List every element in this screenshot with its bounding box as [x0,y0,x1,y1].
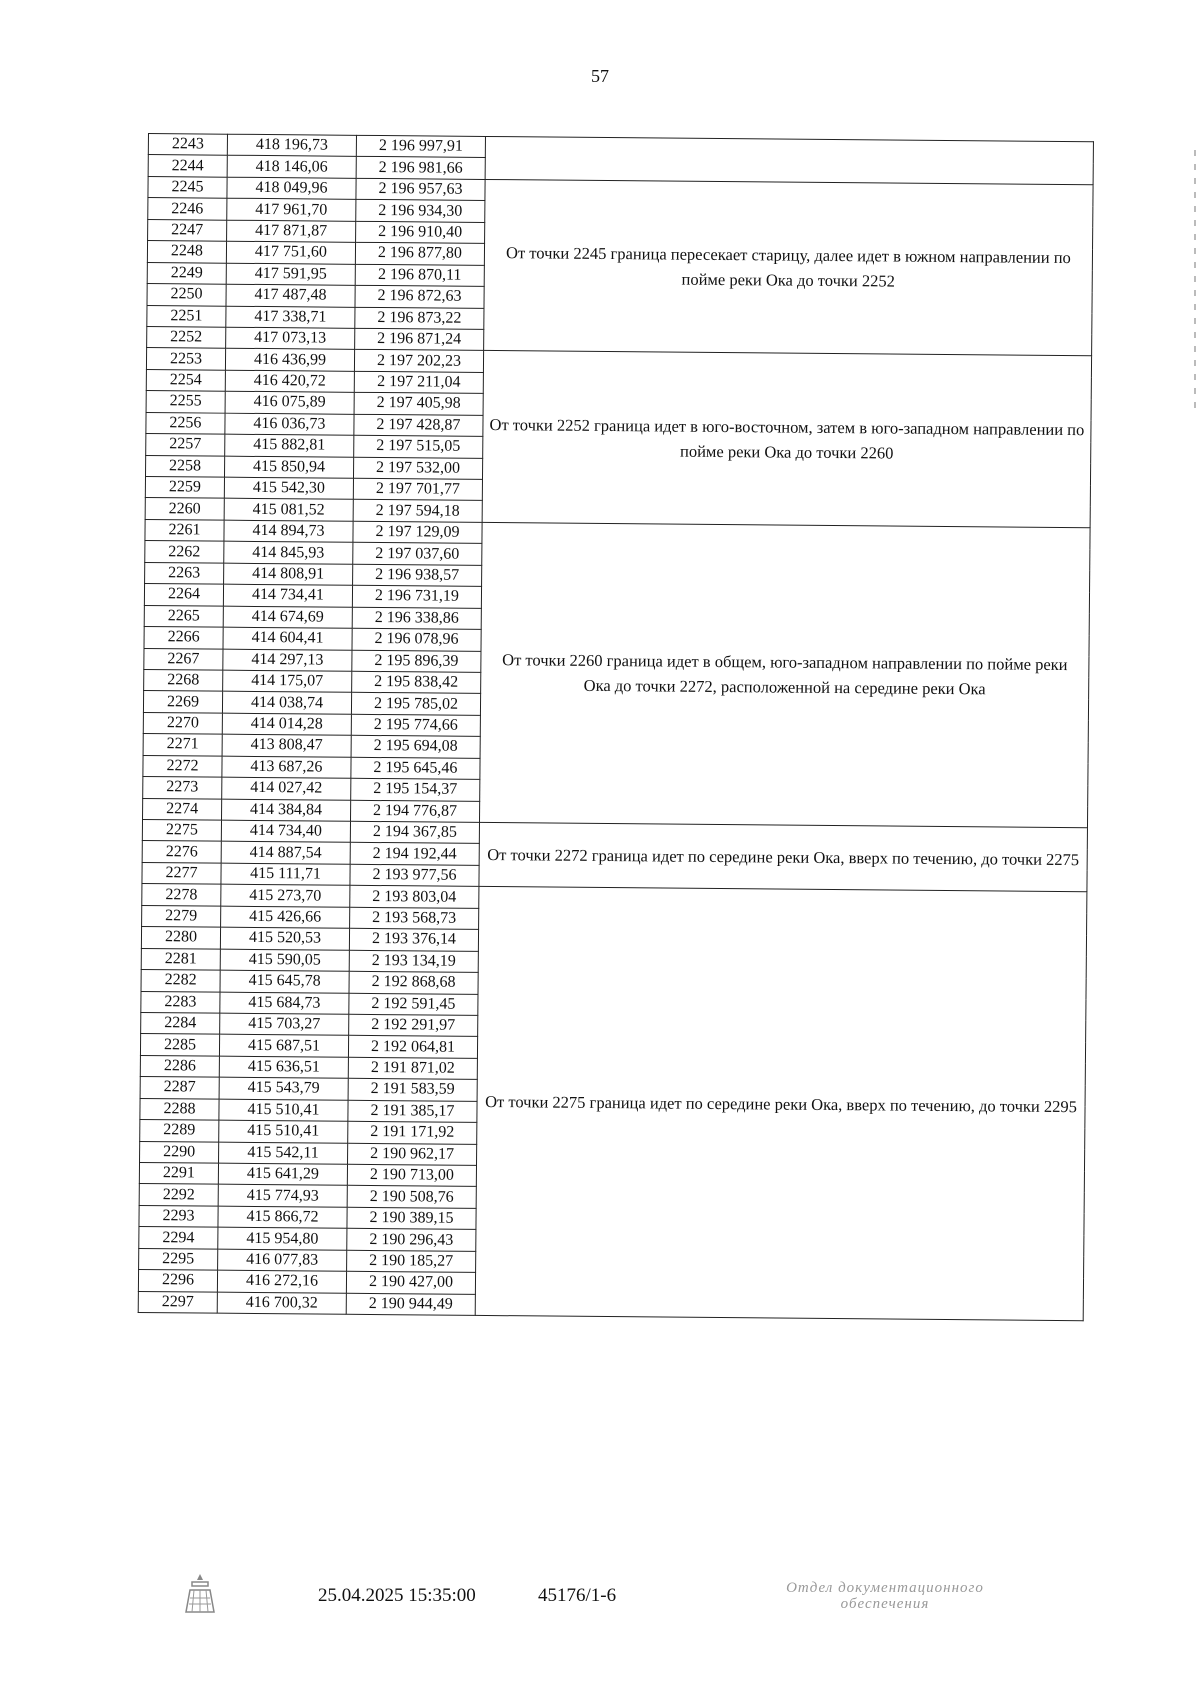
point-number: 2266 [144,627,223,649]
coord-x: 414 734,41 [223,584,352,607]
coord-y: 2 191 583,59 [348,1079,477,1102]
coord-y: 2 192 868,68 [349,971,478,994]
coord-x: 415 954,80 [218,1227,347,1250]
point-number: 2289 [140,1120,219,1142]
coord-x: 414 038,74 [222,692,351,715]
point-number: 2265 [144,605,223,627]
point-number: 2272 [143,755,222,777]
coord-x: 415 510,41 [219,1099,348,1122]
point-number: 2296 [138,1270,217,1292]
coord-x: 414 297,13 [223,649,352,672]
coord-y: 2 195 154,37 [351,778,480,801]
coord-x: 415 543,79 [219,1077,348,1100]
boundary-description: От точки 2252 граница идет в юго-восточном, затем в юго-западном направлении по пойме реки Ока до точки 2260 [482,351,1091,528]
coord-y: 2 197 037,60 [353,543,482,566]
coord-x: 416 420,72 [225,370,354,393]
coord-y: 2 190 296,43 [347,1229,476,1252]
point-number: 2269 [143,691,222,713]
point-number: 2247 [148,219,227,241]
point-number: 2258 [146,455,225,477]
point-number: 2283 [141,991,220,1013]
coord-x: 415 590,05 [220,949,349,972]
coord-y: 2 193 803,04 [350,886,479,909]
point-number: 2291 [139,1162,218,1184]
coord-y: 2 191 171,92 [348,1121,477,1144]
coord-x: 416 436,99 [225,349,354,372]
coord-x: 416 075,89 [225,391,354,414]
boundary-description: От точки 2275 граница идет по середине реки Ока, вверх по течению, до точки 2295 [475,887,1087,1321]
coord-x: 415 081,52 [224,499,353,522]
coord-y: 2 190 185,27 [347,1250,476,1273]
point-number: 2248 [147,241,226,263]
point-number: 2246 [148,198,227,220]
coord-y: 2 196 957,63 [356,178,485,201]
point-number: 2264 [144,584,223,606]
boundary-description [485,136,1093,184]
coord-x: 417 487,48 [226,284,355,307]
coord-y: 2 194 776,87 [351,800,480,823]
coord-y: 2 196 731,19 [352,585,481,608]
coord-x: 415 111,71 [221,863,350,886]
point-number: 2250 [147,284,226,306]
point-number: 2297 [138,1291,217,1313]
point-number: 2277 [142,862,221,884]
coord-y: 2 190 427,00 [346,1271,475,1294]
point-number: 2254 [146,369,225,391]
coord-y: 2 197 211,04 [354,371,483,394]
coord-y: 2 192 064,81 [348,1036,477,1059]
coord-y: 2 190 508,76 [347,1186,476,1209]
footer-datetime: 25.04.2025 15:35:00 [318,1585,476,1606]
coord-y: 2 195 645,46 [351,757,480,780]
coord-y: 2 197 405,98 [354,393,483,416]
coord-x: 417 961,70 [227,199,356,222]
coord-x: 415 684,73 [220,992,349,1015]
coord-y: 2 190 944,49 [346,1293,475,1316]
coord-y: 2 196 981,66 [356,157,485,180]
coord-y: 2 193 134,19 [349,950,478,973]
coord-x: 417 751,60 [226,241,355,264]
coord-y: 2 193 568,73 [350,907,479,930]
point-number: 2294 [139,1227,218,1249]
point-number: 2273 [143,777,222,799]
point-number: 2275 [142,819,221,841]
coord-y: 2 192 591,45 [349,993,478,1016]
coord-y: 2 195 774,66 [351,714,480,737]
coord-x: 415 882,81 [225,434,354,457]
point-number: 2267 [144,648,223,670]
coord-y: 2 190 962,17 [348,1143,477,1166]
coord-x: 417 073,13 [226,327,355,350]
point-number: 2252 [147,326,226,348]
coord-x: 418 049,96 [227,177,356,200]
point-number: 2249 [147,262,226,284]
coord-y: 2 195 694,08 [351,736,480,759]
scan-artifact [1194,150,1196,410]
coord-x: 415 542,11 [219,1142,348,1165]
coord-x: 416 700,32 [217,1292,346,1315]
coord-x: 414 604,41 [223,627,352,650]
coord-y: 2 196 910,40 [356,221,485,244]
coord-y: 2 196 873,22 [355,307,484,330]
point-number: 2260 [145,498,224,520]
coord-y: 2 196 934,30 [356,200,485,223]
coord-y: 2 190 713,00 [347,1164,476,1187]
coord-y: 2 196 938,57 [353,564,482,587]
coord-x: 415 636,51 [219,1056,348,1079]
point-number: 2286 [140,1055,219,1077]
coord-y: 2 197 515,05 [354,435,483,458]
coord-y: 2 195 838,42 [352,671,481,694]
coordinates-table [138,133,1094,1321]
coord-y: 2 196 871,24 [355,328,484,351]
coord-x: 415 542,30 [224,477,353,500]
coord-x: 415 510,41 [219,1120,348,1143]
coord-y: 2 194 192,44 [350,843,479,866]
coord-x: 414 014,28 [222,713,351,736]
coord-x: 417 338,71 [226,306,355,329]
point-number: 2253 [146,348,225,370]
coord-y: 2 192 291,97 [349,1014,478,1037]
point-number: 2282 [141,970,220,992]
coord-x: 418 196,73 [227,134,356,157]
point-number: 2276 [142,841,221,863]
point-number: 2251 [147,305,226,327]
footer-doc-id: 45176/1-6 [538,1585,617,1606]
coord-x: 414 894,73 [224,520,353,543]
coord-x: 416 077,83 [218,1249,347,1272]
point-number: 2270 [143,712,222,734]
page-number: 57 [591,66,609,86]
coord-y: 2 193 977,56 [350,864,479,887]
coord-x: 413 687,26 [222,756,351,779]
coord-y: 2 196 338,86 [352,607,481,630]
coord-x: 414 887,54 [221,842,350,865]
coord-y: 2 191 385,17 [348,1100,477,1123]
point-number: 2281 [141,948,220,970]
point-number: 2245 [148,176,227,198]
coord-y: 2 196 997,91 [356,135,485,158]
coord-x: 417 591,95 [226,263,355,286]
coord-x: 415 774,93 [218,1185,347,1208]
coord-x: 415 641,29 [218,1163,347,1186]
coord-x: 417 871,87 [227,220,356,243]
coord-y: 2 193 376,14 [349,928,478,951]
point-number: 2285 [140,1034,219,1056]
point-number: 2293 [139,1205,218,1227]
point-number: 2284 [141,1012,220,1034]
coord-y: 2 191 871,02 [348,1057,477,1080]
coord-y: 2 196 877,80 [355,243,484,266]
point-number: 2279 [142,905,221,927]
coord-y: 2 196 872,63 [355,285,484,308]
point-number: 2290 [140,1141,219,1163]
point-number: 2280 [141,927,220,949]
coord-x: 414 674,69 [223,606,352,629]
point-number: 2261 [145,519,224,541]
boundary-description: От точки 2245 граница пересекает старицу, далее идет в южном направлении по пойме реки Ока до точки 2252 [484,179,1093,356]
point-number: 2274 [143,798,222,820]
coord-x: 414 845,93 [224,541,353,564]
point-number: 2292 [139,1184,218,1206]
coord-y: 2 196 870,11 [355,264,484,287]
coord-x: 414 808,91 [224,563,353,586]
coord-y: 2 197 202,23 [354,350,483,373]
point-number: 2263 [145,562,224,584]
coord-x: 413 808,47 [222,734,351,757]
office-stamp: Отдел документационного обеспечения [786,1580,984,1612]
coord-y: 2 190 389,15 [347,1207,476,1230]
coord-x: 415 687,51 [219,1035,348,1058]
coord-y: 2 197 594,18 [353,500,482,523]
coord-y: 2 194 367,85 [350,821,479,844]
coord-y: 2 197 129,09 [353,521,482,544]
coord-x: 415 850,94 [224,456,353,479]
boundary-description: От точки 2272 граница идет по середине реки Ока, вверх по течению, до точки 2275 [479,822,1088,892]
coord-y: 2 195 896,39 [352,650,481,673]
point-number: 2262 [145,541,224,563]
point-number: 2288 [140,1098,219,1120]
emblem-icon [180,1572,220,1614]
coord-x: 415 645,78 [220,970,349,993]
point-number: 2268 [144,669,223,691]
coord-y: 2 197 532,00 [353,457,482,480]
coord-x: 414 027,42 [222,777,351,800]
coord-y: 2 196 078,96 [352,628,481,651]
coord-x: 416 272,16 [217,1270,346,1293]
coord-y: 2 195 785,02 [351,693,480,716]
coord-x: 415 426,66 [221,906,350,929]
point-number: 2271 [143,734,222,756]
coord-y: 2 197 428,87 [354,414,483,437]
point-number: 2257 [146,434,225,456]
point-number: 2244 [148,155,227,177]
coord-x: 415 273,70 [221,884,350,907]
coord-x: 415 866,72 [218,1206,347,1229]
coord-x: 415 703,27 [220,1013,349,1036]
point-number: 2255 [146,391,225,413]
point-number: 2287 [140,1077,219,1099]
point-number: 2259 [145,476,224,498]
coord-y: 2 197 701,77 [353,478,482,501]
coord-x: 415 520,53 [220,927,349,950]
point-number: 2278 [142,884,221,906]
coord-x: 414 384,84 [222,799,351,822]
coord-x: 414 734,40 [221,820,350,843]
point-number: 2243 [148,134,227,156]
point-number: 2295 [139,1248,218,1270]
coord-x: 416 036,73 [225,413,354,436]
boundary-description: От точки 2260 граница идет в общем, юго-западном направлении по пойме реки Ока до точки 2272, расположенной на середине реки Ока [479,522,1090,827]
coord-x: 418 146,06 [227,156,356,179]
point-number: 2256 [146,412,225,434]
coord-x: 414 175,07 [223,670,352,693]
